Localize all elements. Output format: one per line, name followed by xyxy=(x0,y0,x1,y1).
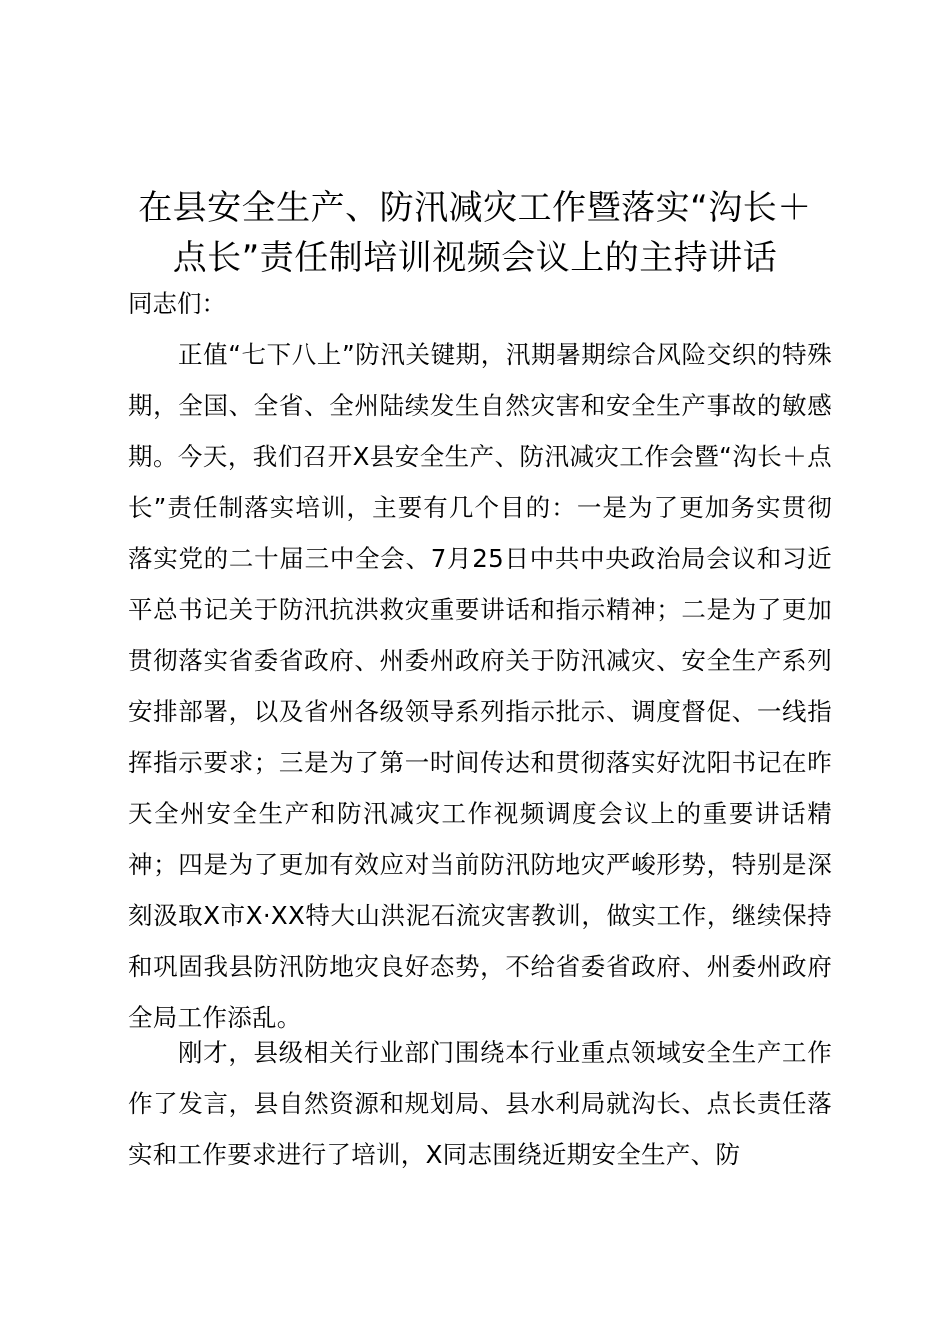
body-paragraph-2: 刚才，县级相关行业部门围绕本行业重点领域安全生产工作作了发言，县自然资源和规划局、县水利局就沟长、点长责任落实和工作要求进行了培训，X同志围绕近期安全生产、防 xyxy=(128,1038,832,1169)
salutation: 同志们： xyxy=(128,289,226,318)
body-paragraph-1: 正值“七下八上”防汛关键期，汛期暑期综合风险交织的特殊期，全国、全省、全州陆续发生自然灾害和安全生产事故的敏感期。今天，我们召开X县安全生产、防汛减灾工作会暨“沟长＋点长”责任制落实培训，主要有几个目的：一是为了更加务实贯彻落实党的二十届三中全会、7月25日中共中央政治局会议和习近平总书记关于防汛抗洪救灾重要讲话和指示精神；二是为了更加贯彻落实省委省政府、州委州政府关于防汛减灾、安全生产系列安排部署，以及省州各级领导系列指示批示、调度督促、一线指挥指示要求；三是为了第一时间传达和贯彻落实好沈阳书记在昨天全州安全生产和防汛减灾工作视频调度会议上的重要讲话精神；四是为了更加有效应对当前防汛防地灾严峻形势，特别是深刻汲取X市X·XX特大山洪泥石流灾害教训，做实工作，继续保持和巩固我县防汛防地灾良好态势，不给省委省政府、州委州政府全局工作添乱。 xyxy=(128,340,832,1032)
document-title-line-2: 点长”责任制培训视频会议上的主持讲话 xyxy=(172,238,778,278)
document-title-line-1: 在县安全生产、防汛减灾工作暨落实“沟长＋ xyxy=(138,188,812,228)
